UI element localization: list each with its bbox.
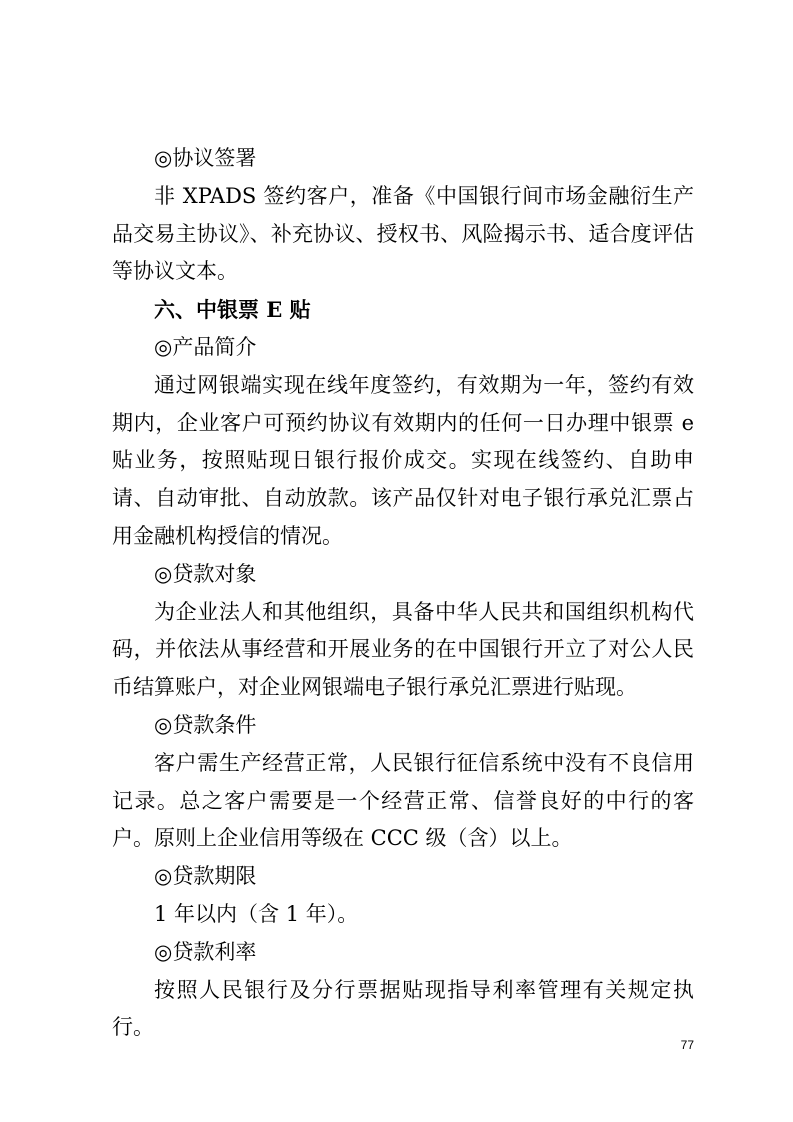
section-label-loan-rate: ◎贷款利率 [154,939,257,964]
section-label-loan-term: ◎贷款期限 [154,864,257,889]
page-number: 77 [680,1038,694,1052]
paragraph-agreement-signing: 非 XPADS 签约客户，准备《中国银行间市场金融衍生产品交易主协议》、补充协议、授权书、风险揭示书、适合度评估等协议文本。 [112,183,694,284]
section-label-loan-conditions: ◎贷款条件 [154,712,257,737]
paragraph-product-intro: 通过网银端实现在线年度签约，有效期为一年，签约有效期内，企业客户可预约协议有效期内的任何一日办理中银票 e 贴业务，按照贴现日银行报价成交。实现在线签约、自助申请、自动审批、自动放款。该产品仅针对电子银行承兑汇票占用金融机构授信的情况。 [112,372,694,548]
section-heading-e-discount: 六、中银票 E 贴 [154,297,311,323]
page-body [112,140,694,1047]
paragraph-loan-rate: 按照人民银行及分行票据贴现指导利率管理有关规定执行。 [112,977,694,1040]
paragraph-loan-conditions: 客户需生产经营正常，人民银行征信系统中没有不良信用记录。总之客户需要是一个经营正常、信誉良好的中行的客户。原则上企业信用等级在 CCC 级（含）以上。 [112,750,694,851]
paragraph-loan-target: 为企业法人和其他组织，具备中华人民共和国组织机构代码，并依法从事经营和开展业务的在中国银行开立了对公人民币结算账户，对企业网银端电子银行承兑汇票进行贴现。 [112,599,694,700]
section-label-agreement-signing: ◎协议签署 [154,146,257,170]
paragraph-loan-term: 1 年以内（含 1 年）。 [154,901,359,926]
section-label-product-intro: ◎产品简介 [154,334,257,359]
section-label-loan-target: ◎贷款对象 [154,561,257,586]
